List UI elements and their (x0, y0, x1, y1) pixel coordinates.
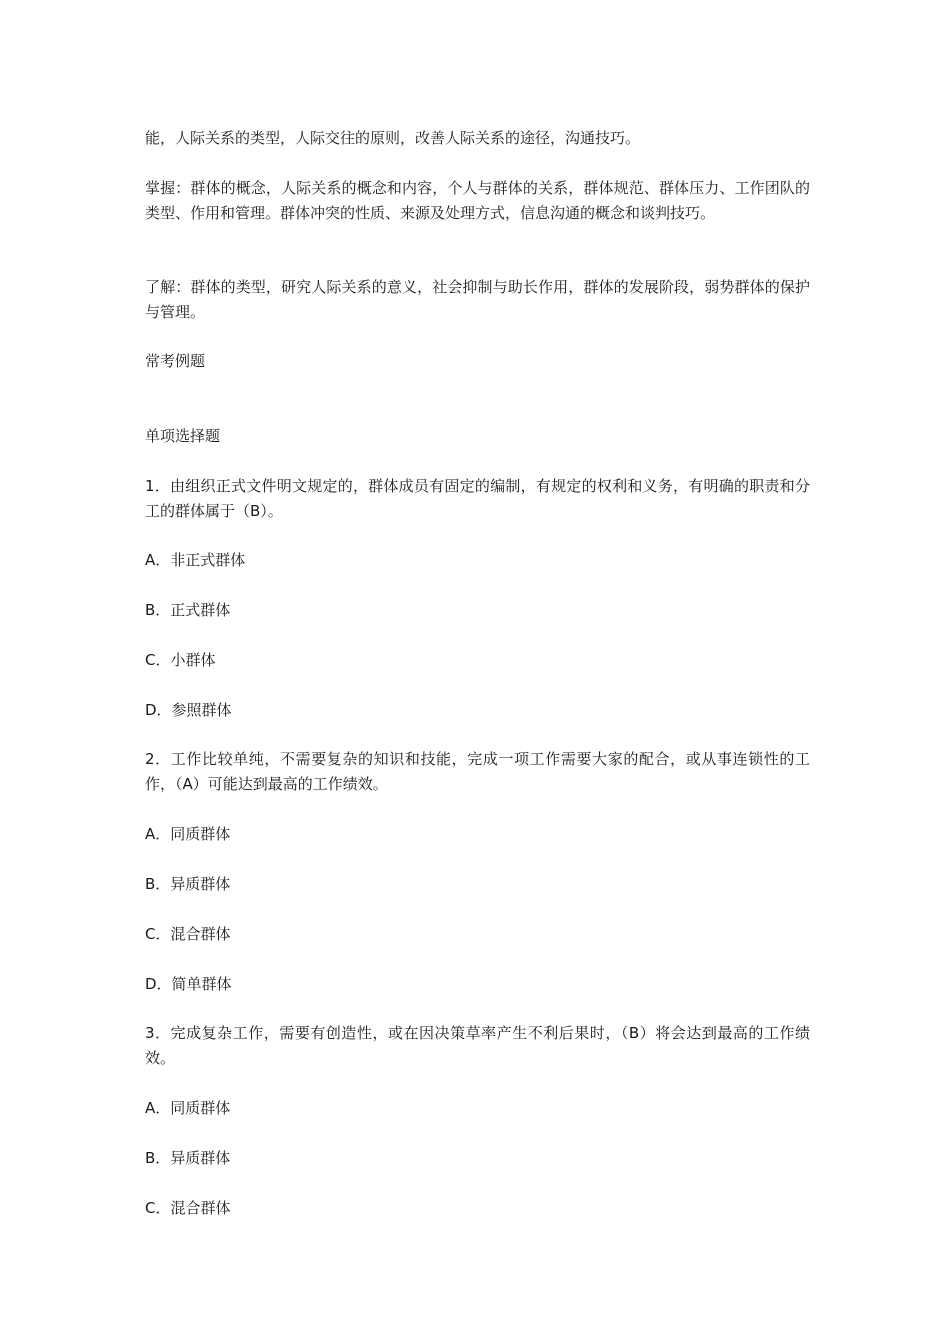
question-1-option-d: D．参照群体 (145, 701, 232, 719)
question-2-option-b: B．异质群体 (145, 875, 231, 893)
intro-line: 能，人际关系的类型，人际交往的原则，改善人际关系的途径，沟通技巧。 (145, 129, 641, 147)
understand-paragraph: 了解：群体的类型，研究人际关系的意义，社会抑制与助长作用，群体的发展阶段，弱势群体的保护与管理。 (145, 278, 810, 321)
question-1-option-c: C．小群体 (145, 651, 216, 669)
question-2-option-d: D．简单群体 (145, 975, 232, 993)
question-3-option-c: C．混合群体 (145, 1199, 231, 1217)
question-3-option-a: A．同质群体 (145, 1099, 231, 1117)
question-1-option-b: B．正式群体 (145, 601, 231, 619)
question-2-option-a: A．同质群体 (145, 825, 231, 843)
question-2-option-c: C．混合群体 (145, 925, 231, 943)
question-1-option-a: A．非正式群体 (145, 551, 246, 569)
question-3-option-b: B．异质群体 (145, 1149, 231, 1167)
section-heading: 常考例题 (145, 352, 206, 370)
question-1-stem: 1．由组织正式文件明文规定的，群体成员有固定的编制，有规定的权利和义务，有明确的职责和分工的群体属于（B）。 (145, 477, 810, 520)
master-paragraph: 掌握：群体的概念，人际关系的概念和内容，个人与群体的关系，群体规范、群体压力、工作团队的类型、作用和管理。群体冲突的性质、来源及处理方式，信息沟通的概念和谈判技巧。 (145, 179, 810, 222)
question-3-stem: 3．完成复杂工作，需要有创造性，或在因决策草率产生不利后果时，（B）将会达到最高的工作绩效。 (145, 1024, 810, 1067)
question-type-heading: 单项选择题 (145, 427, 221, 445)
question-2-stem: 2．工作比较单纯，不需要复杂的知识和技能，完成一项工作需要大家的配合，或从事连锁性的工作，（A）可能达到最高的工作绩效。 (145, 750, 810, 793)
